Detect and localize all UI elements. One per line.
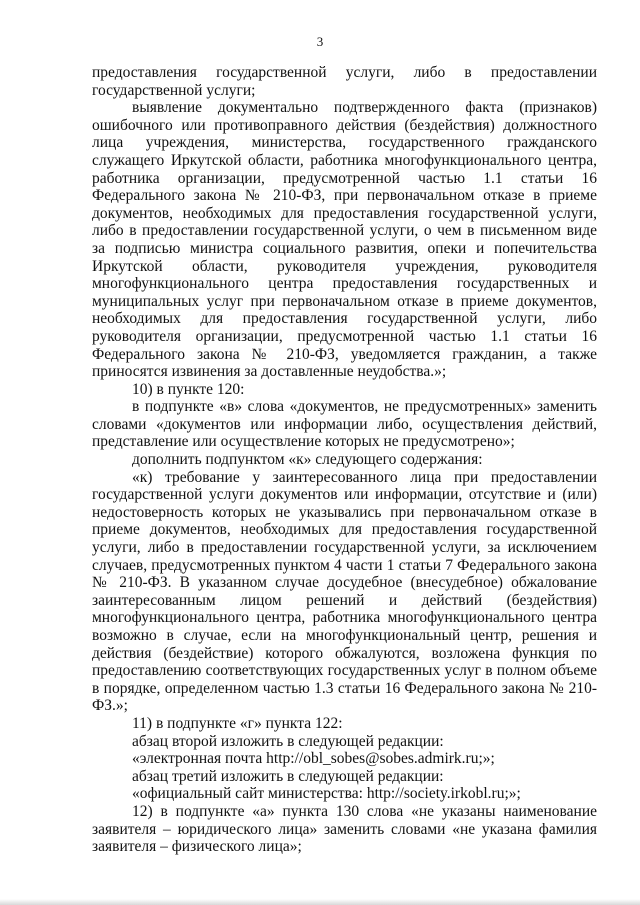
paragraph-continuation: предоставления государственной услуги, либо в предоставлении государственной услуги;	[92, 64, 597, 99]
paragraph-email: «электронная почта http://obl_sobes@sobes.admirk.ru;»;	[132, 750, 495, 768]
paragraph-subitem-k-text: «к) требование у заинтересованного лица при предоставлении государственной услуги документов или информации, отсутствие и (или) недостоверность которых не указывались при первоначальном отказе в приеме документов, необходимых для предоставления государственной услуги, либо в предоставлении государственной услуги, за исключением случаев, предусмотренных пунктом 4 части 1 статьи 7 Федерального закона № 210-ФЗ. В указанном случае досудебное (внесудебное) обжалование заинтересованным лицом решений и действий (бездействия) многофункционального центра, работника многофункционального центра возможно в случае, если на многофункциональный центр, решения и действия (бездействие) которого обжалуются, возложена функция по предоставлению соответствующих государственных услуг в полном объеме в порядке, определенном частью 1.3 статьи 16 Федерального закона № 210-ФЗ.»;	[92, 468, 597, 715]
document-body	[92, 64, 597, 856]
page-number: 3	[316, 34, 324, 49]
paragraph-second-abzac: абзац второй изложить в следующей редакции:	[132, 732, 444, 750]
paragraph-add-subitem-k: дополнить подпунктом «к» следующего содержания:	[132, 451, 483, 469]
paragraph-website: «официальный сайт министерства: http://society.irkobl.ru;»;	[132, 785, 521, 803]
page-bottom-edge	[0, 899, 640, 905]
paragraph-item-10-heading: 10) в пункте 120:	[132, 380, 245, 398]
paragraph-violation-detection: выявление документально подтвержденного факта (признаков) ошибочного или противоправного действия (бездействия) должностного лица учреждения, министерства, государственного гражданского служащего Иркутской области, работника многофункционального центра, работника организации, предусмотренной частью 1.1 статьи 16 Федерального закона № 210-ФЗ, при первоначальном отказе в приеме документов, необходимых для предоставления государственной услуги, либо в предоставлении государственной услуги, о чем в письменном виде за подписью министра социального развития, опеки и попечительства Иркутской области, руководителя учреждения, руководителя многофункционального центра предоставления государственных и муниципальных услуг при первоначальном отказе в приеме документов, необходимых для предоставления государственной услуги, либо руководителя организации, предусмотренной частью 1.1 статьи 16 Федерального закона № 210-ФЗ, уведомляется гражданин, а также приносятся извинения за доставленные неудобства.»;	[92, 99, 597, 381]
paragraph-item-12: 12) в подпункте «а» пункта 130 слова «не указаны наименование заявителя – юридического лица» заменить словами «не указана фамилия заявителя – физического лица»;	[92, 802, 597, 856]
paragraph-third-abzac: абзац третий изложить в следующей редакции:	[132, 767, 444, 785]
paragraph-subitem-v-replace: в подпункте «в» слова «документов, не предусмотренных» заменить словами «документов или информации либо, осуществления действий, представление или осуществление которых не предусмотрено»;	[92, 398, 597, 451]
paragraph-item-11-heading: 11) в подпункте «г» пункта 122:	[132, 714, 343, 732]
